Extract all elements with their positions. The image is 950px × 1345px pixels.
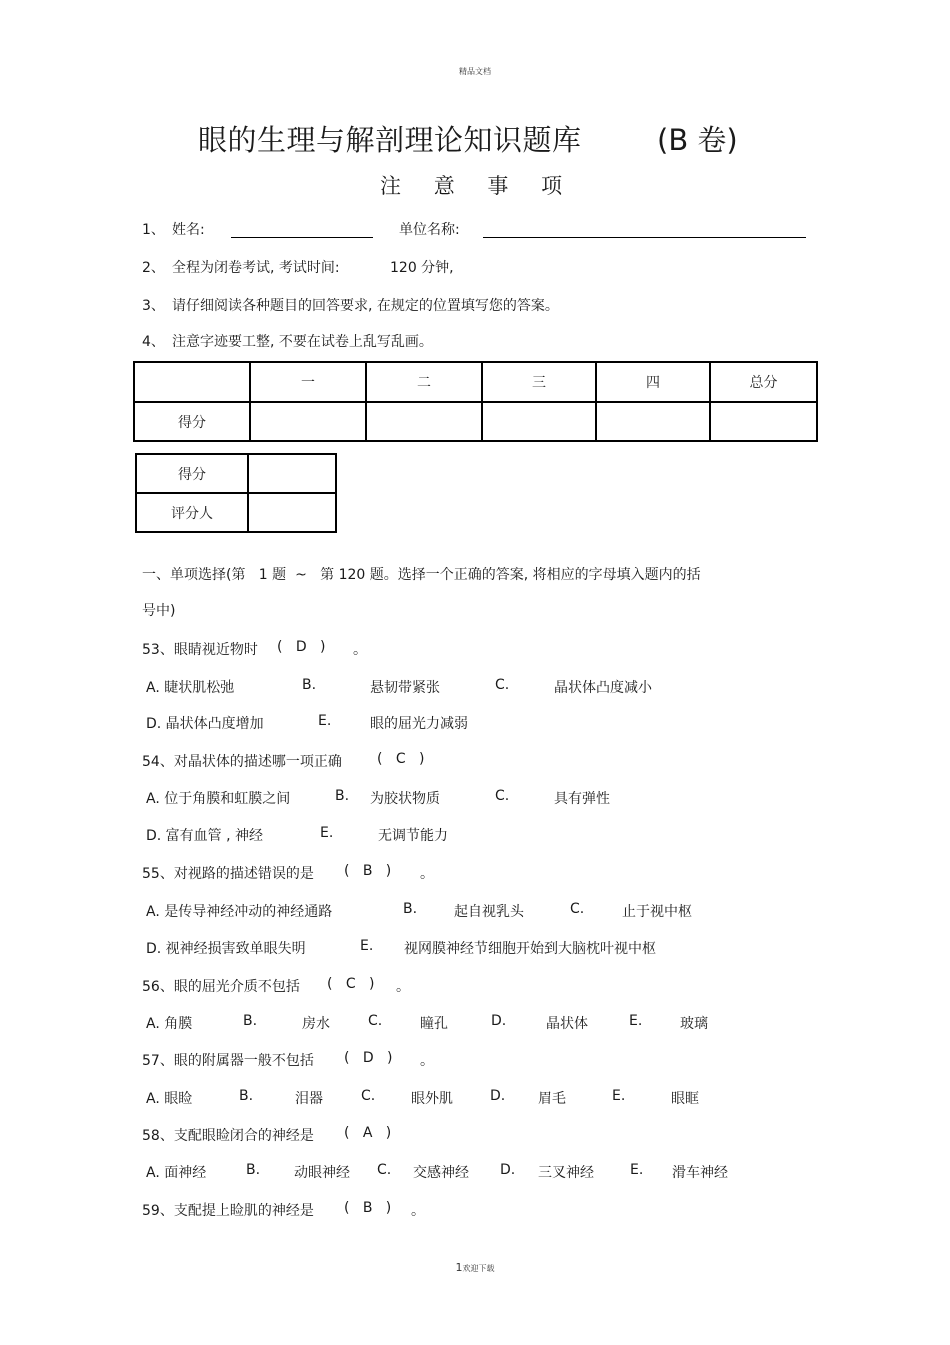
question-53: 53、眼睛视近物时 (142, 642, 258, 658)
option: 晶状体凸度减小 (554, 680, 652, 696)
option: 眼眶 (671, 1091, 699, 1107)
subtitle (380, 170, 588, 200)
score-cell[interactable] (366, 402, 482, 441)
footer-text: 欢迎下载 (462, 1264, 495, 1273)
org-label: 单位名称: (399, 222, 460, 238)
header-note: 精品文档 (459, 67, 491, 76)
option: 视网膜神经节细胞开始到大脑枕叶视中枢 (404, 941, 656, 957)
option: 晶状体 (546, 1016, 588, 1032)
option: D. 富有血管 , 神经 (146, 828, 264, 844)
option: 三叉神经 (538, 1165, 594, 1181)
grader-label: 评分人 (136, 493, 248, 532)
option: D. 晶状体凸度增加 (146, 716, 264, 732)
option-letter: B. (243, 1013, 258, 1029)
option-letter: D. (490, 1088, 506, 1104)
answer-53: ( D ) (277, 639, 326, 655)
page-footer (0, 1261, 950, 1274)
score-cell[interactable] (250, 402, 366, 441)
notice-text: 全程为闭卷考试, 考试时间: (172, 260, 340, 276)
score-header-cell: 一 (250, 362, 366, 402)
score-cell[interactable] (710, 402, 817, 441)
question-59: 59、支配提上睑肌的神经是 (142, 1203, 314, 1219)
name-label: 姓名: (172, 222, 205, 238)
option-letter: C. (368, 1013, 383, 1029)
option-letter: E. (320, 825, 334, 841)
score-cell[interactable] (596, 402, 710, 441)
grader-cell[interactable] (248, 493, 336, 532)
notice-text: 请仔细阅读各种题目的回答要求, 在规定的位置填写您的答案。 (172, 298, 559, 314)
option-letter: D. (500, 1162, 516, 1178)
option-letter: C. (377, 1162, 392, 1178)
option-letter: C. (361, 1088, 376, 1104)
option: A. 是传导神经冲动的神经通路 (146, 904, 333, 920)
name-field[interactable] (231, 237, 373, 238)
option: 泪器 (295, 1091, 323, 1107)
question-55: 55、对视路的描述错误的是 (142, 866, 314, 882)
option-letter: B. (335, 788, 350, 804)
score-header-cell: 总分 (710, 362, 817, 402)
question-end: 。 (420, 1053, 434, 1069)
option: 具有弹性 (554, 791, 610, 807)
score-header-cell: 三 (482, 362, 596, 402)
option: 交感神经 (413, 1165, 469, 1181)
option: 动眼神经 (294, 1165, 350, 1181)
option-letter: E. (612, 1088, 626, 1104)
option: 眼外肌 (411, 1091, 453, 1107)
option-letter: E. (630, 1162, 644, 1178)
answer-55: ( B ) (344, 863, 392, 879)
question-end: 。 (411, 1203, 425, 1219)
option: 滑车神经 (672, 1165, 728, 1181)
option-letter: B. (302, 677, 317, 693)
answer-56: ( C ) (327, 976, 375, 992)
option-letter: D. (491, 1013, 507, 1029)
score-table (133, 361, 818, 442)
question-54: 54、对晶状体的描述哪一项正确 (142, 754, 342, 770)
question-end: 。 (396, 979, 410, 995)
option: A. 面神经 (146, 1165, 207, 1181)
option-letter: E. (629, 1013, 643, 1029)
subtitle-char: 事 (487, 174, 509, 198)
option: A. 睫状肌松弛 (146, 680, 235, 696)
notice-text: 注意字迹要工整, 不要在试卷上乱写乱画。 (172, 334, 433, 350)
option-letter: C. (495, 677, 510, 693)
score-header-cell (134, 362, 250, 402)
notice-number: 4、 (142, 334, 165, 350)
question-58: 58、支配眼睑闭合的神经是 (142, 1128, 314, 1144)
option-letter: B. (246, 1162, 261, 1178)
question-56: 56、眼的屈光介质不包括 (142, 979, 300, 995)
option: 玻璃 (680, 1016, 708, 1032)
answer-58: ( A ) (344, 1125, 392, 1141)
notice-number: 1、 (142, 222, 165, 238)
notice-text: 120 分钟, (390, 260, 454, 276)
option: 瞳孔 (420, 1016, 448, 1032)
option: 悬韧带紧张 (370, 680, 440, 696)
option-letter: C. (570, 901, 585, 917)
option: D. 视神经损害致单眼失明 (146, 941, 306, 957)
grader-cell[interactable] (248, 454, 336, 493)
option-letter: B. (403, 901, 418, 917)
answer-59: ( B ) (344, 1200, 392, 1216)
section-heading: 一、单项选择(第 1 题 ~ 第 120 题。选择一个正确的答案, 将相应的字母填入题内的括 (142, 567, 701, 583)
option-letter: E. (360, 938, 374, 954)
option: A. 眼睑 (146, 1091, 193, 1107)
page-number: 1 (455, 1261, 463, 1274)
grader-table (135, 453, 337, 533)
subtitle-char: 意 (433, 174, 455, 198)
score-header-cell: 二 (366, 362, 482, 402)
option-letter: E. (318, 713, 332, 729)
option: 房水 (302, 1016, 330, 1032)
option: 起自视乳头 (454, 904, 524, 920)
option: 为胶状物质 (370, 791, 440, 807)
option: A. 位于角膜和虹膜之间 (146, 791, 291, 807)
question-end: 。 (353, 642, 367, 658)
notice-number: 3、 (142, 298, 165, 314)
score-cell[interactable] (482, 402, 596, 441)
grader-label: 得分 (136, 454, 248, 493)
org-field[interactable] (483, 237, 806, 238)
option-letter: B. (239, 1088, 254, 1104)
section-heading-cont: 号中) (142, 603, 176, 619)
subtitle-char: 注 (380, 174, 401, 198)
answer-54: ( C ) (377, 751, 425, 767)
subtitle-char: 项 (541, 174, 563, 198)
question-end: 。 (420, 866, 434, 882)
option-letter: C. (495, 788, 510, 804)
score-row-label: 得分 (134, 402, 250, 441)
option: 眼的屈光力减弱 (370, 716, 468, 732)
title-suffix: (B 卷) (657, 123, 738, 157)
notice-number: 2、 (142, 260, 165, 276)
answer-57: ( D ) (344, 1050, 393, 1066)
page-title: 眼的生理与解剖理论知识题库 (198, 123, 582, 157)
option: 止于视中枢 (622, 904, 692, 920)
option: 无调节能力 (378, 828, 448, 844)
option: A. 角膜 (146, 1016, 193, 1032)
score-header-cell: 四 (596, 362, 710, 402)
question-57: 57、眼的附属器一般不包括 (142, 1053, 314, 1069)
option: 眉毛 (538, 1091, 566, 1107)
